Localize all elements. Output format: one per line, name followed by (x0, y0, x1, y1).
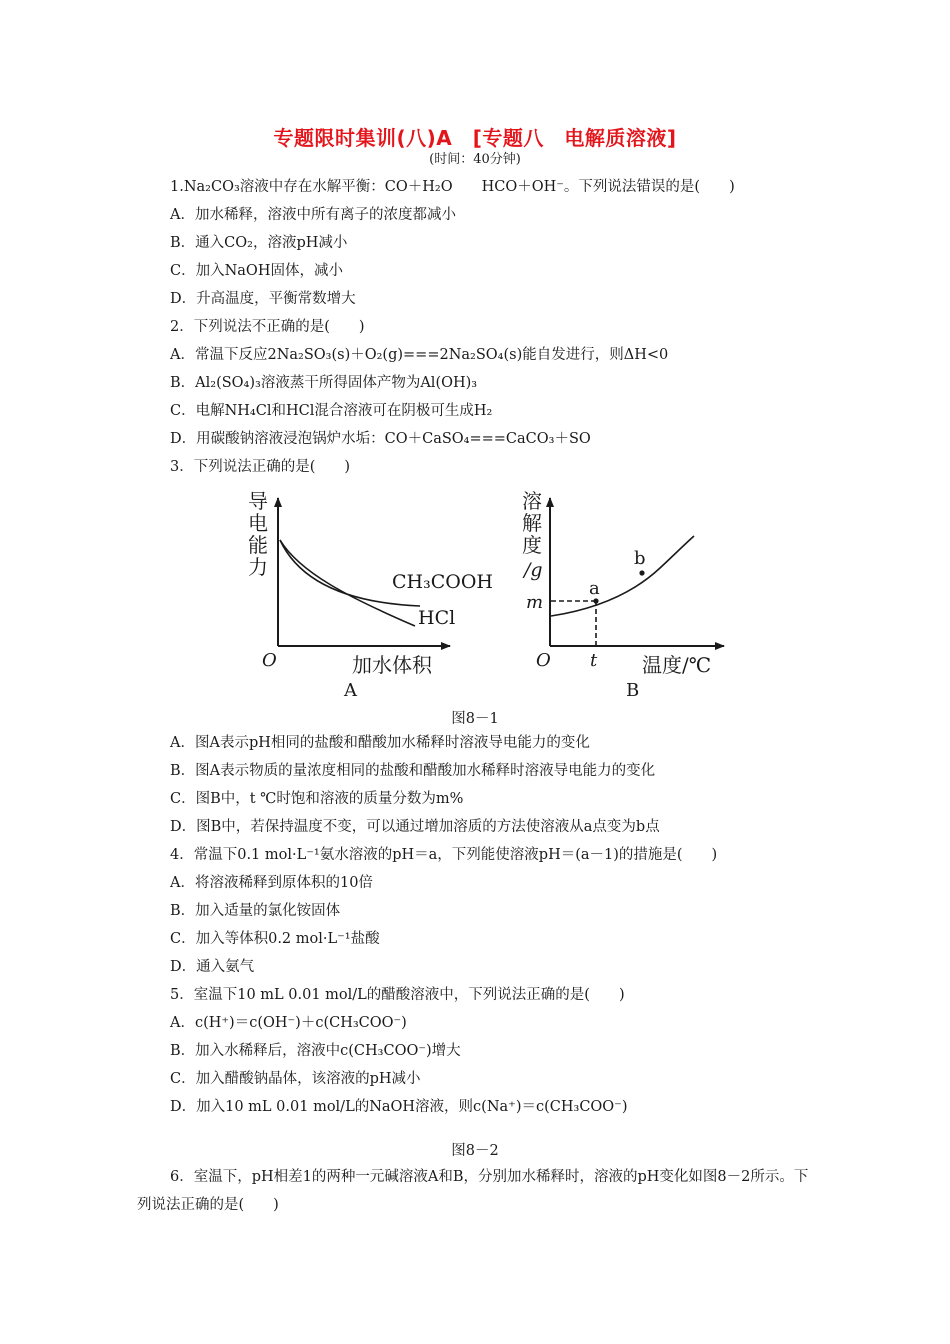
q4-stem: 4．常温下0.1 mol·L⁻¹氨水溶液的pH＝a，下列能使溶液pH＝(a－1)的措施是( ) (170, 847, 718, 863)
chart-b (522, 489, 724, 701)
q2-option-d: D．用碳酸钠溶液浸泡锅炉水垢：CO＋CaSO₄===CaCO₃＋SO (170, 431, 591, 447)
q4-option-c: C．加入等体积0.2 mol·L⁻¹盐酸 (170, 931, 380, 947)
q2-option-c: C．电解NH₄Cl和HCl混合溶液可在阴极可生成H₂ (170, 403, 493, 419)
chart-b-point-b (639, 570, 644, 575)
q3-stem: 3．下列说法正确的是( ) (170, 459, 351, 475)
chart-b-ylabel-2: 解 (522, 511, 542, 535)
q5-option-c: C．加入醋酸钠晶体，该溶液的pH减小 (170, 1071, 421, 1087)
q2-option-a: A．常温下反应2Na₂SO₃(s)＋O₂(g)===2Na₂SO₄(s)能自发进行，则ΔH<0 (170, 347, 669, 363)
q4-option-a: A．将溶液稀释到原体积的10倍 (170, 875, 373, 891)
q5-option-a: A．c(H⁺)＝c(OH⁻)＋c(CH₃COO⁻) (170, 1015, 407, 1031)
q5-option-b: B．加入水稀释后，溶液中c(CH₃COO⁻)增大 (170, 1043, 461, 1059)
chart-b-panel-label: B (626, 680, 640, 701)
q1-option-d: D．升高温度，平衡常数增大 (170, 291, 356, 307)
q1-option-a: A．加水稀释，溶液中所有离子的浓度都减小 (170, 207, 456, 223)
figure-8-2-caption: 图8－2 (451, 1143, 499, 1159)
chart-b-ylabel-4: /g (524, 559, 543, 581)
q2-option-b: B．Al₂(SO₄)₃溶液蒸干所得固体产物为Al(OH)₃ (170, 375, 478, 391)
chart-a-xlabel: 加水体积 (352, 653, 432, 677)
q1-option-b: B．通入CO₂，溶液pH减小 (170, 235, 348, 251)
figure-8-1-caption: 图8－1 (451, 711, 499, 727)
chart-a-panel-label: A (344, 680, 357, 701)
chart-a-ylabel-3: 能 (248, 533, 268, 557)
q2-stem: 2．下列说法不正确的是( ) (170, 319, 365, 335)
page-title: 专题限时集训(八)A [专题八 电解质溶液] (273, 126, 677, 150)
time-limit: (时间：40分钟) (429, 152, 521, 167)
chart-b-point-b-label: b (634, 548, 646, 569)
chart-b-x-marker: t (590, 650, 598, 671)
q4-option-d: D．通入氨气 (170, 959, 255, 975)
chart-a-series-label-hcl: HCl (418, 607, 456, 629)
chart-a-ylabel-2: 电 (248, 511, 268, 535)
chart-b-solubility-curve (551, 536, 694, 616)
q3-option-c: C．图B中，t ℃时饱和溶液的质量分数为m% (170, 791, 464, 807)
chart-b-ylabel-1: 溶 (522, 489, 542, 513)
chart-a-origin: O (262, 650, 277, 671)
chart-a (248, 489, 493, 701)
q3-option-a: A．图A表示pH相同的盐酸和醋酸加水稀释时溶液导电能力的变化 (170, 735, 590, 751)
q1-option-c: C．加入NaOH固体，减小 (170, 263, 343, 279)
chart-b-point-a (593, 598, 598, 603)
chart-a-ylabel-1: 导 (248, 489, 268, 513)
q3-option-b: B．图A表示物质的量浓度相同的盐酸和醋酸加水稀释时溶液导电能力的变化 (170, 763, 656, 779)
chart-b-point-a-label: a (589, 578, 600, 599)
q6-text: 6．室温下，pH相差1的两种一元碱溶液A和B，分别加水稀释时，溶液的pH变化如图8－2所示。下列说法正确的是( ) (137, 1169, 809, 1213)
q5-stem: 5．室温下10 mL 0.01 mol/L的醋酸溶液中，下列说法正确的是( ) (170, 987, 625, 1003)
chart-b-y-marker: m (526, 592, 544, 613)
q3-option-d: D．图B中，若保持温度不变，可以通过增加溶质的方法使溶液从a点变为b点 (170, 819, 660, 835)
chart-b-ylabel-3: 度 (522, 533, 542, 557)
chart-b-xlabel: 温度/℃ (642, 653, 712, 677)
q5-option-d: D．加入10 mL 0.01 mol/L的NaOH溶液，则c(Na⁺)＝c(CH₃COO⁻) (170, 1099, 628, 1115)
q1-stem: 1.Na₂CO₃溶液中存在水解平衡：CO＋H₂O HCO＋OH⁻。下列说法错误的是( ) (170, 179, 735, 195)
figure-8-1 (240, 488, 740, 706)
chart-a-series-label-ch3cooh: CH₃COOH (392, 571, 493, 593)
chart-a-ylabel-4: 力 (248, 555, 268, 579)
q4-option-b: B．加入适量的氯化铵固体 (170, 903, 341, 919)
chart-b-origin: O (536, 650, 551, 671)
